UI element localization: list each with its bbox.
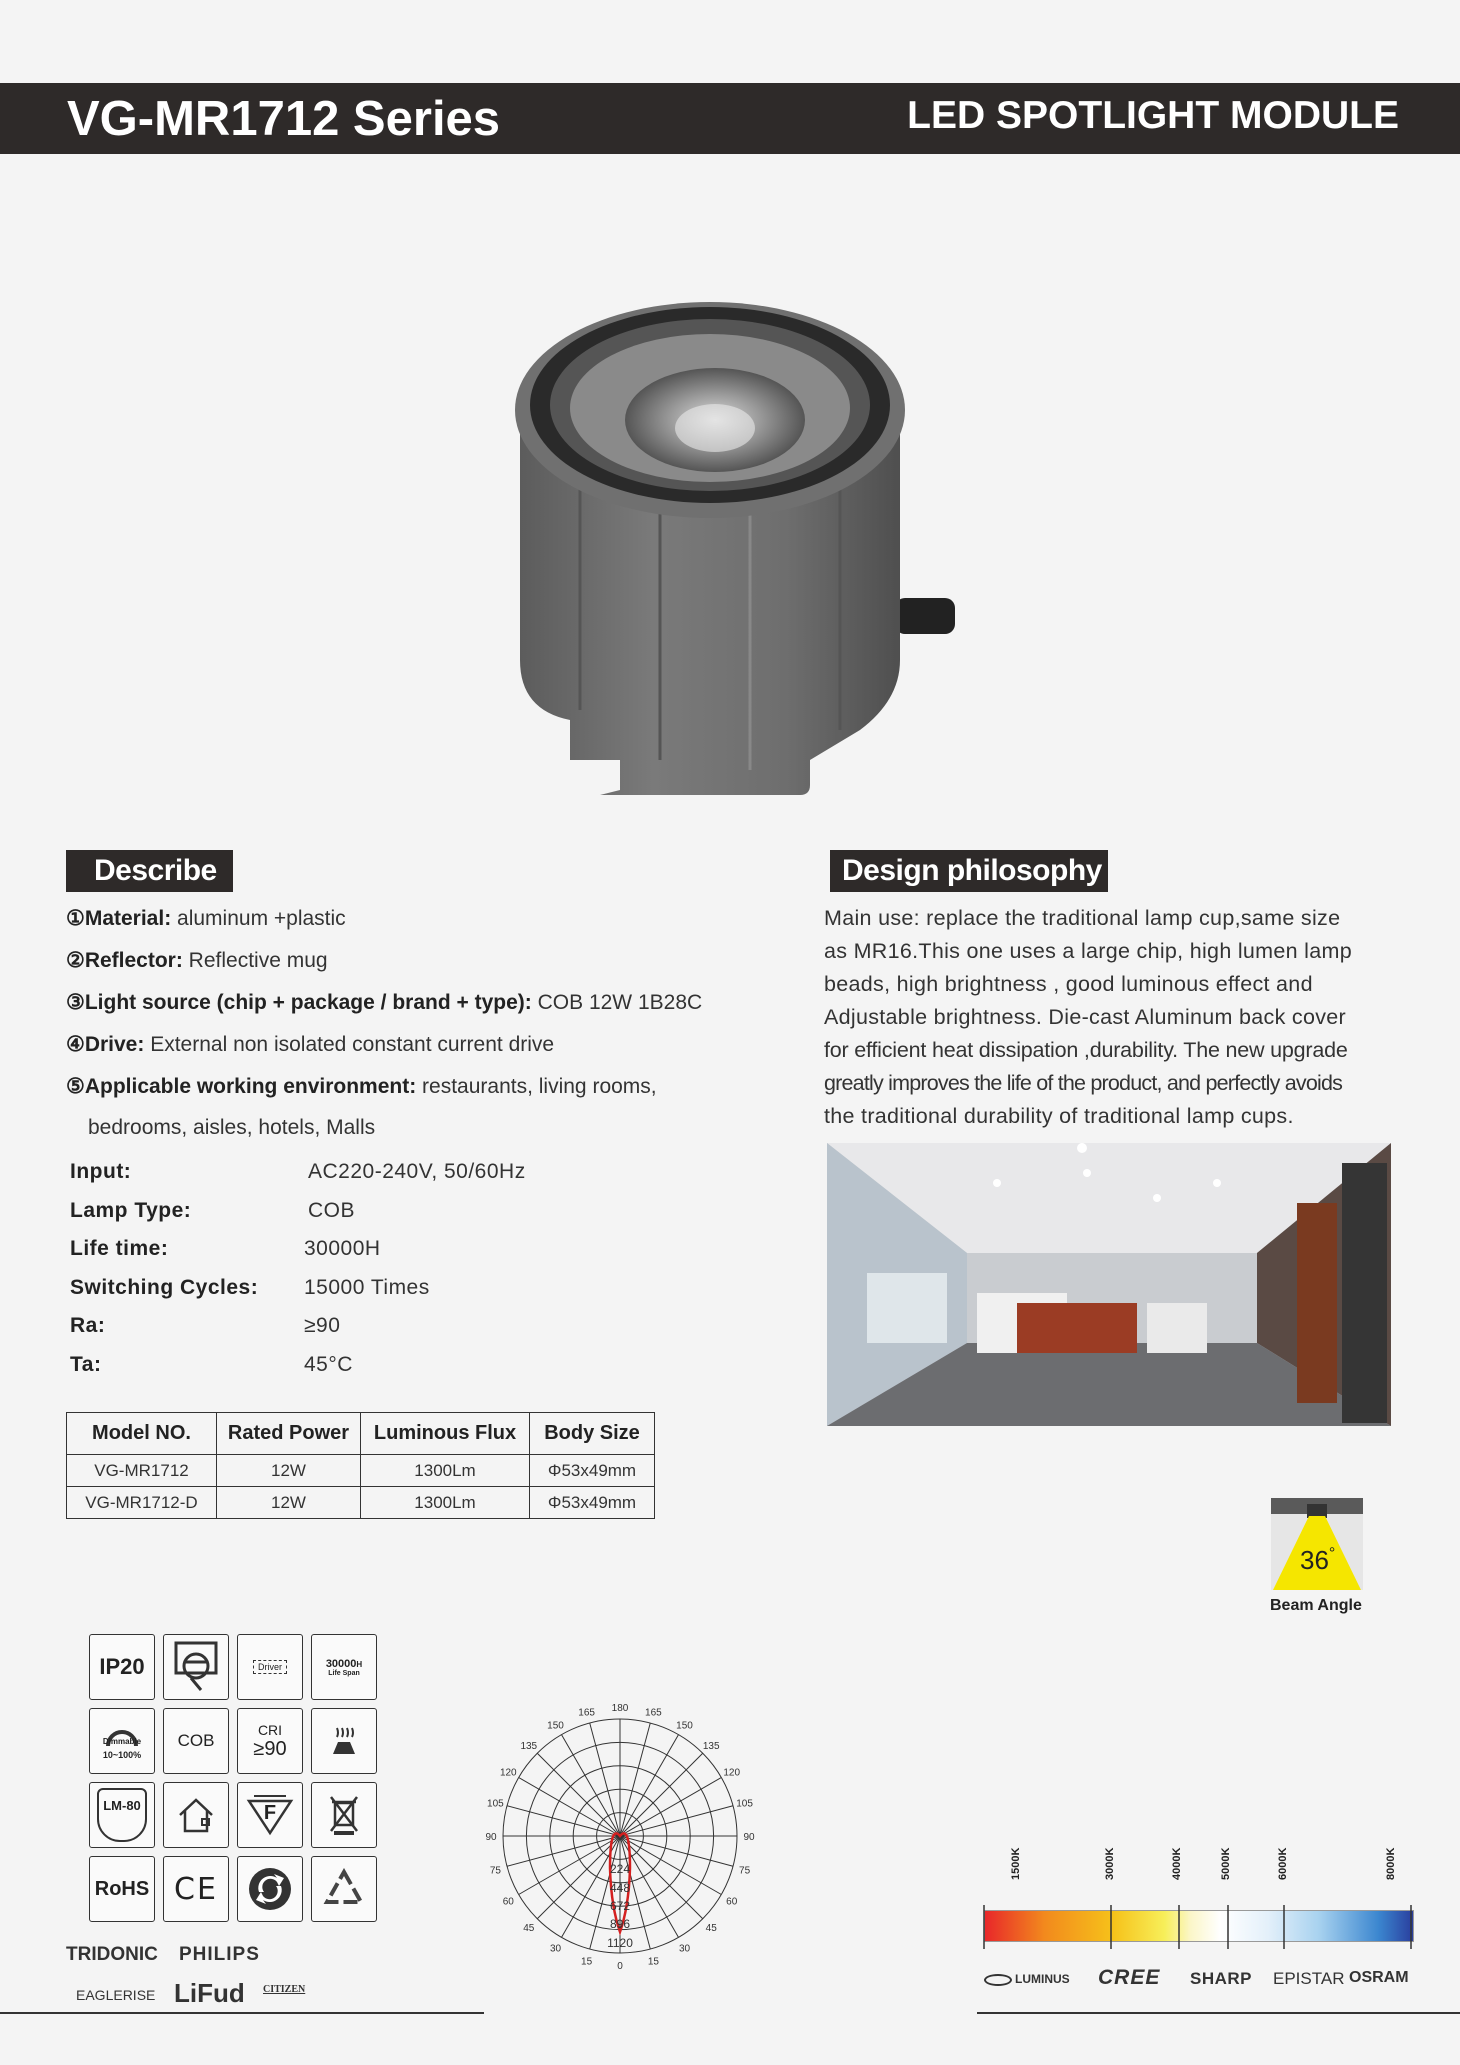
- polar-angle-label: 45: [705, 1923, 717, 1935]
- polar-spoke: [590, 1723, 620, 1836]
- brand-osram: OSRAM: [1349, 1969, 1409, 1986]
- polar-spoke: [620, 1723, 650, 1836]
- spec-value-input: AC220-240V, 50/60Hz: [308, 1160, 526, 1183]
- polar-angle-label: 15: [647, 1956, 659, 1968]
- describe-item-environment: ⑤Applicable working environment: restaurants, living rooms,: [66, 1075, 657, 1098]
- table-cell: VG-MR1712: [67, 1455, 217, 1487]
- polar-spoke: [507, 1836, 620, 1866]
- design-line: beads, high brightness , good luminous effect and: [824, 972, 1313, 996]
- dimmable-icon: Dimmable 10~100%: [89, 1708, 155, 1774]
- polar-angle-label: 120: [723, 1767, 741, 1779]
- cct-label: 5000K: [1220, 1847, 1232, 1880]
- polar-angle-label: 30: [549, 1943, 562, 1955]
- cri-icon: CRI ≥90: [237, 1708, 303, 1774]
- polar-angle-label: 150: [676, 1720, 693, 1732]
- module-title: LED SPOTLIGHT MODULE: [907, 94, 1399, 137]
- design-line: for efficient heat dissipation ,durability. The new upgrade: [824, 1038, 1348, 1062]
- beam-angle-value: 36°: [1300, 1545, 1336, 1575]
- design-line: as MR16.This one uses a large chip, high lumen lamp: [824, 939, 1352, 963]
- polar-radial-label: 672: [609, 1899, 631, 1913]
- polar-spoke: [519, 1778, 620, 1837]
- polar-angle-label: 180: [611, 1703, 629, 1714]
- bottom-rule-left: [0, 2012, 484, 2014]
- polar-angle-label: 90: [743, 1832, 755, 1843]
- table-row: [67, 1455, 655, 1487]
- beam-angle-graphic: [1271, 1498, 1363, 1590]
- polar-angle-label: 60: [502, 1896, 514, 1908]
- spec-value-life-time: 30000H: [304, 1237, 381, 1260]
- polar-radial-label: 1120: [607, 1936, 633, 1950]
- polar-spoke: [620, 1778, 721, 1837]
- polar-light-distribution: [478, 1696, 768, 1976]
- spec-value-lamp-type: COB: [308, 1199, 356, 1222]
- polar-angle-label: 30: [678, 1943, 691, 1955]
- design-line: Main use: replace the traditional lamp cup,same size: [824, 906, 1341, 930]
- describe-item-reflector: ②Reflector: Reflective mug: [66, 949, 328, 972]
- design-line: the traditional durability of traditional lamp cups.: [824, 1104, 1294, 1128]
- office-interior-photo: [827, 1143, 1391, 1426]
- polar-spoke: [562, 1735, 621, 1836]
- weee-bin-icon: [311, 1782, 377, 1848]
- polar-spoke: [519, 1836, 620, 1895]
- table-header: Model NO.: [67, 1413, 217, 1455]
- beam-angle-label: Beam Angle: [1270, 1597, 1362, 1614]
- brand-citizen: CITIZEN: [263, 1984, 306, 1995]
- describe-item-light-source: ③Light source (chip + package / brand + type): COB 12W 1B28C: [66, 991, 703, 1014]
- ce-icon: CE: [163, 1856, 229, 1922]
- polar-angle-label: 0: [617, 1961, 623, 1972]
- brand-cree: CREE: [1098, 1966, 1161, 1989]
- polar-angle-label: 165: [645, 1707, 662, 1719]
- table-header-row: [67, 1413, 655, 1455]
- recycle-arrows-icon: [237, 1856, 303, 1922]
- table-cell: 12W: [217, 1455, 361, 1487]
- recycle-triangle-icon: [311, 1856, 377, 1922]
- polar-angle-label: 15: [581, 1956, 593, 1968]
- bottom-rule-right: [977, 2012, 1460, 2014]
- life-span-icon: 30000H Life Span: [311, 1634, 377, 1700]
- table-cell: Φ53x49mm: [530, 1487, 655, 1519]
- spec-key-ra: Ra:: [70, 1314, 106, 1337]
- polar-spoke: [507, 1806, 620, 1836]
- polar-radial-label: 448: [609, 1881, 631, 1895]
- header-bar: [0, 83, 1460, 154]
- lm80-icon: LM-80: [89, 1782, 155, 1848]
- cct-label: 6000K: [1277, 1847, 1289, 1880]
- polar-angle-label: 90: [485, 1832, 497, 1843]
- table-cell: 1300Lm: [361, 1487, 530, 1519]
- polar-angle-label: 105: [487, 1798, 504, 1810]
- polar-angle-label: 150: [547, 1720, 564, 1732]
- cct-label: 8000K: [1385, 1847, 1397, 1880]
- polar-spoke: [620, 1836, 733, 1866]
- polar-angle-label: 60: [726, 1896, 738, 1908]
- polar-angle-label: 45: [523, 1923, 535, 1935]
- polar-angle-label: 165: [578, 1707, 595, 1719]
- brand-luminus: LUMINUS: [984, 1972, 1070, 1986]
- spec-value-ta: 45°C: [304, 1353, 353, 1376]
- polar-spoke: [620, 1836, 721, 1895]
- table-cell: Φ53x49mm: [530, 1455, 655, 1487]
- design-line: greatly improves the life of the product, and perfectly avoids: [824, 1071, 1343, 1095]
- polar-angle-label: 135: [702, 1740, 720, 1752]
- product-image: [500, 290, 1000, 810]
- rohs-icon: RoHS: [89, 1856, 155, 1922]
- spec-key-lamp-type: Lamp Type:: [70, 1199, 192, 1222]
- table-cell: VG-MR1712-D: [67, 1487, 217, 1519]
- luminus-logo-icon: [984, 1974, 1012, 1986]
- polar-spoke: [620, 1753, 703, 1836]
- brand-tridonic: TRIDONIC: [66, 1944, 158, 1965]
- table-header: Rated Power: [217, 1413, 361, 1455]
- table-header: Body Size: [530, 1413, 655, 1455]
- model-table: [66, 1412, 655, 1519]
- ip20-icon: IP20: [89, 1634, 155, 1700]
- describe-title: Describe: [66, 850, 233, 892]
- table-cell: 1300Lm: [361, 1455, 530, 1487]
- polar-angle-label: 75: [489, 1865, 501, 1877]
- driver-icon: [237, 1634, 303, 1700]
- cct-label: 3000K: [1104, 1847, 1116, 1880]
- spec-key-life-time: Life time:: [70, 1237, 169, 1260]
- polar-radial-label: 896: [609, 1917, 631, 1931]
- brand-sharp: SHARP: [1190, 1969, 1253, 1988]
- design-line: Adjustable brightness. Die-cast Aluminum back cover: [824, 1005, 1346, 1029]
- cct-ticks: [980, 1855, 1420, 1955]
- polar-radial-labels: [607, 1862, 633, 1950]
- polar-spoke: [537, 1753, 620, 1836]
- describe-continuation: bedrooms, aisles, hotels, Malls: [88, 1116, 376, 1139]
- brand-philips: PHILIPS: [179, 1944, 260, 1965]
- cob-icon: COB: [163, 1708, 229, 1774]
- describe-item-material: ①Material: aluminum +plastic: [66, 907, 346, 930]
- f-mark-icon: F: [237, 1782, 303, 1848]
- polar-angle-label: 75: [739, 1865, 751, 1877]
- spec-key-switching: Switching Cycles:: [70, 1276, 259, 1299]
- describe-item-drive: ④Drive: External non isolated constant current drive: [66, 1033, 555, 1056]
- brand-lifud: LiFud: [174, 1978, 245, 2008]
- spec-value-switching: 15000 Times: [304, 1276, 430, 1299]
- polar-radial-label: 224: [609, 1862, 631, 1876]
- polar-angle-label: 135: [520, 1740, 538, 1752]
- table-cell: 12W: [217, 1487, 361, 1519]
- design-paragraph: [824, 902, 1424, 1133]
- spec-value-ra: ≥90: [304, 1314, 341, 1337]
- lamp-shade-icon: [163, 1634, 229, 1700]
- driver-label: Driver: [253, 1660, 287, 1674]
- cct-label: 4000K: [1171, 1847, 1183, 1880]
- polar-spoke: [620, 1735, 679, 1836]
- spec-key-input: Input:: [70, 1160, 132, 1183]
- heat-dissipation-icon: [311, 1708, 377, 1774]
- polar-spoke: [620, 1836, 703, 1919]
- series-title: VG-MR1712 Series: [67, 92, 501, 146]
- cct-label: 1500K: [1010, 1847, 1022, 1880]
- polar-angle-label: 105: [736, 1798, 753, 1810]
- table-row: [67, 1487, 655, 1519]
- indoor-use-icon: [163, 1782, 229, 1848]
- polar-angle-label: 120: [499, 1767, 517, 1779]
- table-header: Luminous Flux: [361, 1413, 530, 1455]
- brand-epistar: EPISTAR: [1273, 1969, 1345, 1988]
- design-title: Design philosophy: [830, 850, 1108, 892]
- polar-spoke: [537, 1836, 620, 1919]
- polar-spoke: [620, 1806, 733, 1836]
- brand-eaglerise: EAGLERISE: [76, 1987, 156, 2003]
- spec-key-ta: Ta:: [70, 1353, 102, 1376]
